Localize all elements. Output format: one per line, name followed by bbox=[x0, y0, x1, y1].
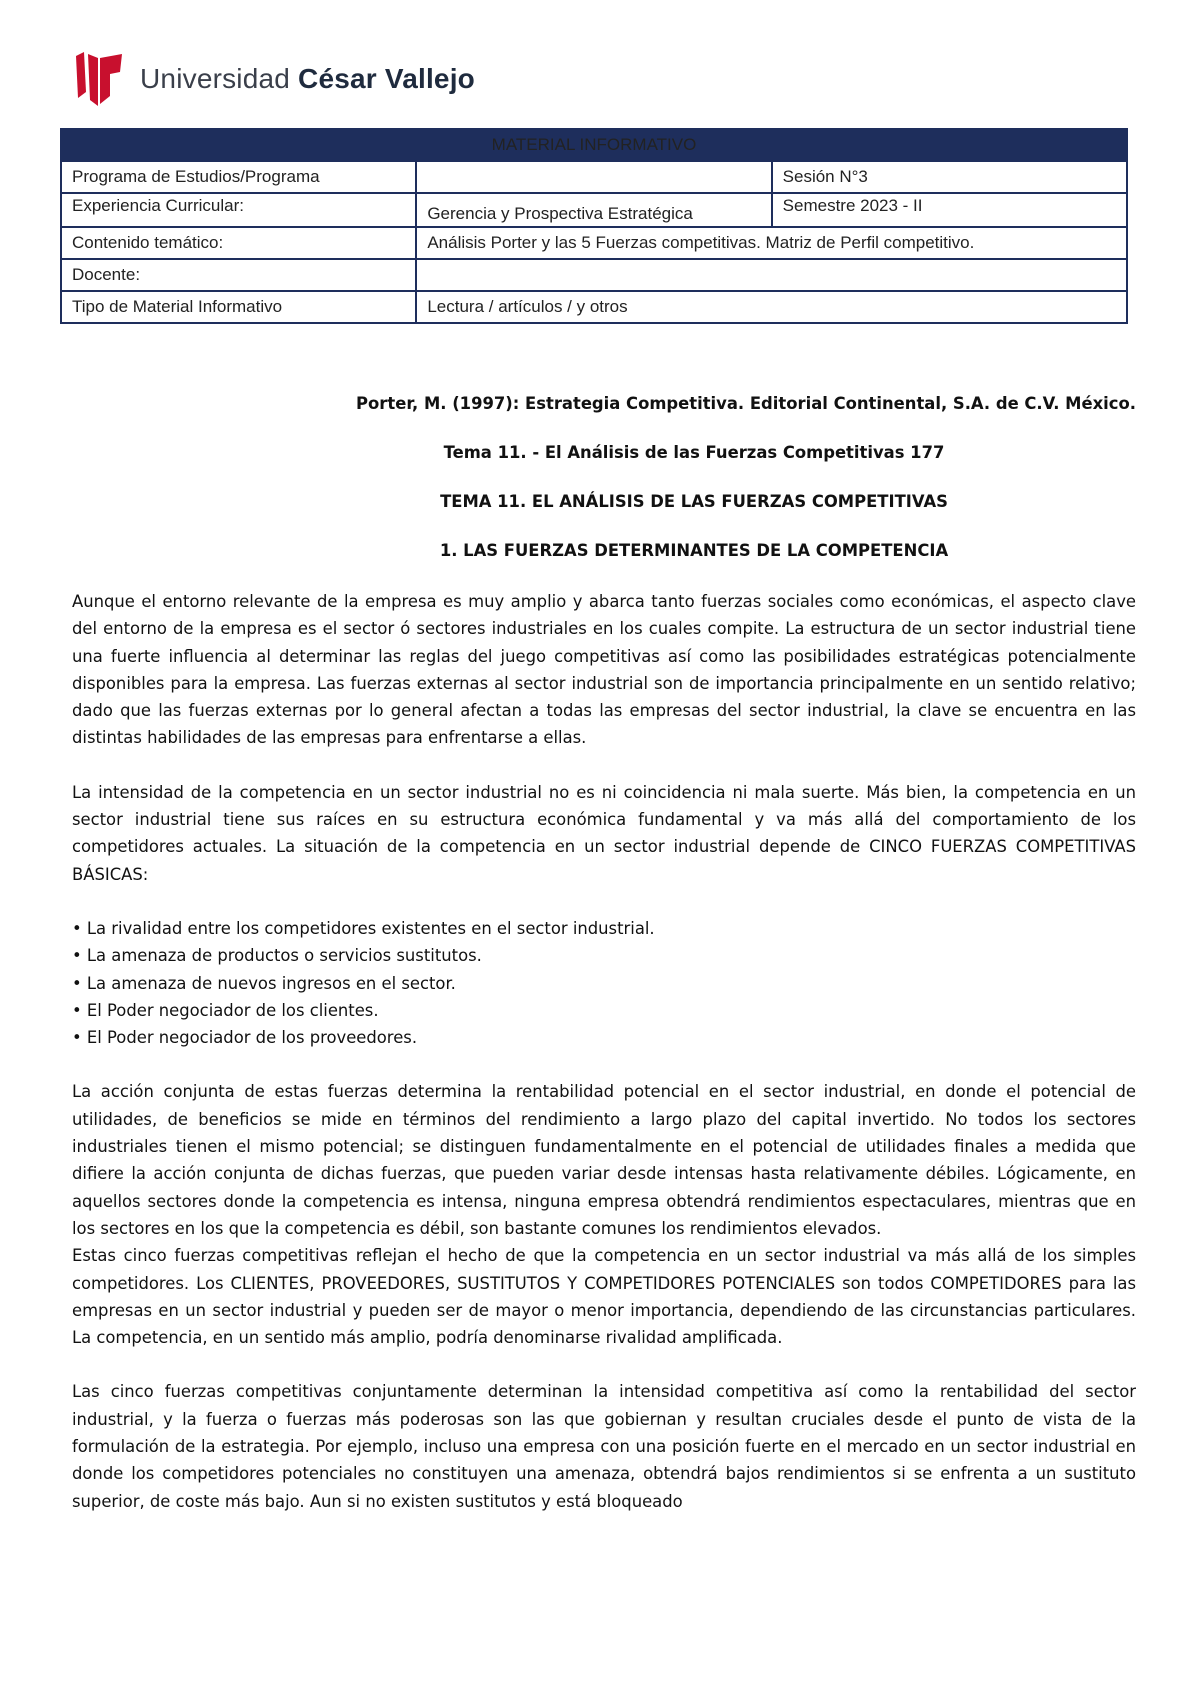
tema-line: Tema 11. - El Análisis de las Fuerzas Competitivas 177 bbox=[443, 443, 945, 462]
list-item: • El Poder negociador de los proveedores. bbox=[72, 1024, 1136, 1051]
forces-list bbox=[72, 915, 1136, 1051]
tema-title: TEMA 11. EL ANÁLISIS DE LAS FUERZAS COMPETITIVAS bbox=[440, 492, 948, 511]
paragraph-5: Las cinco fuerzas competitivas conjuntamente determinan la intensidad competitiva así como la rentabilidad del sector industrial, y la fuerza o fuerzas más poderosas son las que gobiernan y resultan cruciales desde el punto de vista de la formulación de la estrategia. Por ejemplo, incluso una empresa con una posición fuerte en el mercado en un sector industrial en donde los competidores potenciales no constituyen una amenaza, obtendrá bajos rendimientos si se enfrenta a un sustituto superior, de coste más bajo. Aun si no existen sustitutos y está bloqueado bbox=[72, 1382, 1136, 1511]
programa-label: Programa de Estudios/Programa bbox=[61, 161, 416, 193]
table-row bbox=[61, 291, 1127, 323]
section-title: 1. LAS FUERZAS DETERMINANTES DE LA COMPETENCIA bbox=[439, 541, 949, 560]
docente-value bbox=[416, 259, 1127, 291]
material-info-table bbox=[60, 128, 1128, 324]
university-word: Universidad bbox=[140, 63, 291, 94]
experiencia-label: Experiencia Curricular: bbox=[61, 193, 416, 227]
paragraph-1: Aunque el entorno relevante de la empresa es muy amplio y abarca tanto fuerzas sociales como económicas, el aspecto clave del entorno de la empresa es el sector ó sectores industriales en los cuales compite. La estructura de un sector industrial tiene una fuerte influencia al determinar las reglas del juego competitivas así como las posibilidades estratégicas potencialmente disponibles para la empresa. Las fuerzas externas al sector industrial son de importancia principalmente en un sentido relativo; dado que las fuerzas externas por lo general afectan a todas las empresas del sector industrial, la clave se encuentra en las distintas habilidades de las empresas para enfrentarse a ellas. bbox=[72, 592, 1136, 748]
contenido-value: Análisis Porter y las 5 Fuerzas competitivas. Matriz de Perfil competitivo. bbox=[416, 227, 1127, 259]
reference-citation: Porter, M. (1997): Estrategia Competitiva. Editorial Continental, S.A. de C.V. México. bbox=[356, 394, 1136, 413]
table-row bbox=[61, 193, 1127, 227]
paragraph-2: La intensidad de la competencia en un sector industrial no es ni coincidencia ni mala suerte. Más bien, la competencia en un sector industrial tiene sus raíces en su estructura económica fundamental y va más allá del comportamiento de los competidores actuales. La situación de la competencia en un sector industrial depende de CINCO FUERZAS COMPETITIVAS BÁSICAS: bbox=[72, 782, 1136, 884]
university-logo bbox=[76, 52, 475, 106]
table-row bbox=[61, 161, 1127, 193]
university-name bbox=[140, 63, 475, 95]
sesion-value: Sesión N°3 bbox=[772, 161, 1127, 193]
university-name-bold: César Vallejo bbox=[298, 63, 475, 94]
table-row bbox=[61, 259, 1127, 291]
paragraph-3: La acción conjunta de estas fuerzas determina la rentabilidad potencial en el sector industrial, en donde el potencial de utilidades, de beneficios se mide en términos del rendimiento a largo plazo del capital invertido. No todos los sectores industriales tienen el mismo potencial; se distinguen fundamentalmente en el potencial de utilidades finales a medida que difiere la acción conjunta de dichas fuerzas, que pueden variar desde intensas hasta relativamente débiles. Lógicamente, en aquellos sectores donde la competencia es intensa, ninguna empresa obtendrá rendimientos espectaculares, mientras que en los sectores en los que la competencia es débil, son bastante comunes los rendimientos elevados. bbox=[72, 1082, 1136, 1238]
list-item: • La rivalidad entre los competidores existentes en el sector industrial. bbox=[72, 915, 1136, 942]
paragraph-4: Estas cinco fuerzas competitivas reflejan el hecho de que la competencia en un sector industrial va más allá de los simples competidores. Los CLIENTES, PROVEEDORES, SUSTITUTOS Y COMPETIDORES POTENCIALES son todos COMPETIDORES para las empresas en un sector industrial y pueden ser de mayor o menor importancia, dependiendo de las circunstancias particulares. La competencia, en un sentido más amplio, podría denominarse rivalidad amplificada. bbox=[72, 1246, 1136, 1348]
contenido-label: Contenido temático: bbox=[61, 227, 416, 259]
ucv-emblem-icon bbox=[76, 52, 122, 106]
experiencia-value: Gerencia y Prospectiva Estratégica bbox=[416, 193, 771, 227]
list-item: • La amenaza de nuevos ingresos en el sector. bbox=[72, 970, 1136, 997]
list-item: • La amenaza de productos o servicios sustitutos. bbox=[72, 942, 1136, 969]
programa-value bbox=[416, 161, 771, 193]
list-item: • El Poder negociador de los clientes. bbox=[72, 997, 1136, 1024]
tipo-value: Lectura / artículos / y otros bbox=[416, 291, 1127, 323]
semestre-value: Semestre 2023 - II bbox=[772, 193, 1127, 227]
table-title: MATERIAL INFORMATIVO bbox=[61, 129, 1127, 161]
docente-label: Docente: bbox=[61, 259, 416, 291]
document-body bbox=[72, 392, 1136, 1542]
tipo-label: Tipo de Material Informativo bbox=[61, 291, 416, 323]
table-row bbox=[61, 227, 1127, 259]
